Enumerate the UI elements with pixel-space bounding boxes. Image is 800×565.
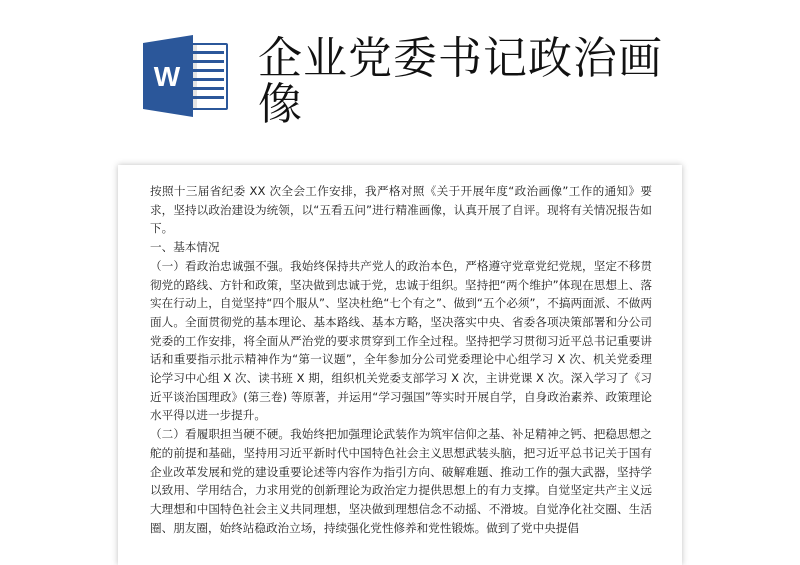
section-heading: 一、基本情况 xyxy=(150,240,220,255)
document-page xyxy=(118,165,682,565)
word-document-icon xyxy=(143,35,229,117)
intro-paragraph: 按照十三届省纪委 XX 次全会工作安排，我严格对照《关于开展年度“政治画像”工作的通知》要求，坚持以政治建设为统领，以“五看五问”进行精准画像，认真开展了自评。现将有关情况报告如下。 xyxy=(150,184,652,236)
body-paragraph: （二）看履职担当硬不硬。我始终把加强理论武装作为筑牢信仰之基、补足精神之钙、把稳思想之舵的前提和基础，坚持用习近平新时代中国特色社会主义思想武装头脑，把习近平总书记关于国有企业改革发展和党的建设重要论述等内容作为指引方向、破解难题、推动工作的强大武器，坚持学以致用、学用结合，力求用党的创新理论为政治定力提供思想上的有力支撑。自觉坚定共产主义远大理想和中国特色社会主义共同理想，坚决做到理想信念不动摇、不滑坡。自觉净化社交圈、生活圈、朋友圈，始终站稳政治立场，持续强化党性修养和党性锻炼。做到了党中央提倡 xyxy=(150,427,652,535)
document-title: 企业党委书记政治画像 xyxy=(258,33,663,130)
svg-text:W: W xyxy=(153,61,181,92)
body-paragraph: （一）看政治忠诚强不强。我始终保持共产党人的政治本色，严格遵守党章党纪党规，坚定不移贯彻党的路线、方针和政策，坚决做到忠诚于党，忠诚于组织。坚持把“两个维护”体现在思想上、落实在行动上，自觉坚持“四个服从”、坚决杜绝“七个有之”、做到“五个必须”，不搞两面派、不做两面人。全面贯彻党的基本理论、基本路线、基本方略，坚决落实中央、省委各项决策部署和分公司党委的工作安排，将全面从严治党的要求贯穿到工作全过程。坚持把学习贯彻习近平总书记重要讲话和重要指示批示精神作为“第一议题”，全年参加分公司党委理论中心组学习 X 次、机关党委理论学习中心组 X 次、读书班 X 期，组织机关党委支部学习 X 次，主讲党课 X 次。深入学习了《习近平谈治国理政》(第三卷) 等原著，并运用“学习强国”等实时开展自学，自身政治素养、政策理论水平得以进一步提升。 xyxy=(150,258,652,423)
document-body xyxy=(150,182,652,537)
